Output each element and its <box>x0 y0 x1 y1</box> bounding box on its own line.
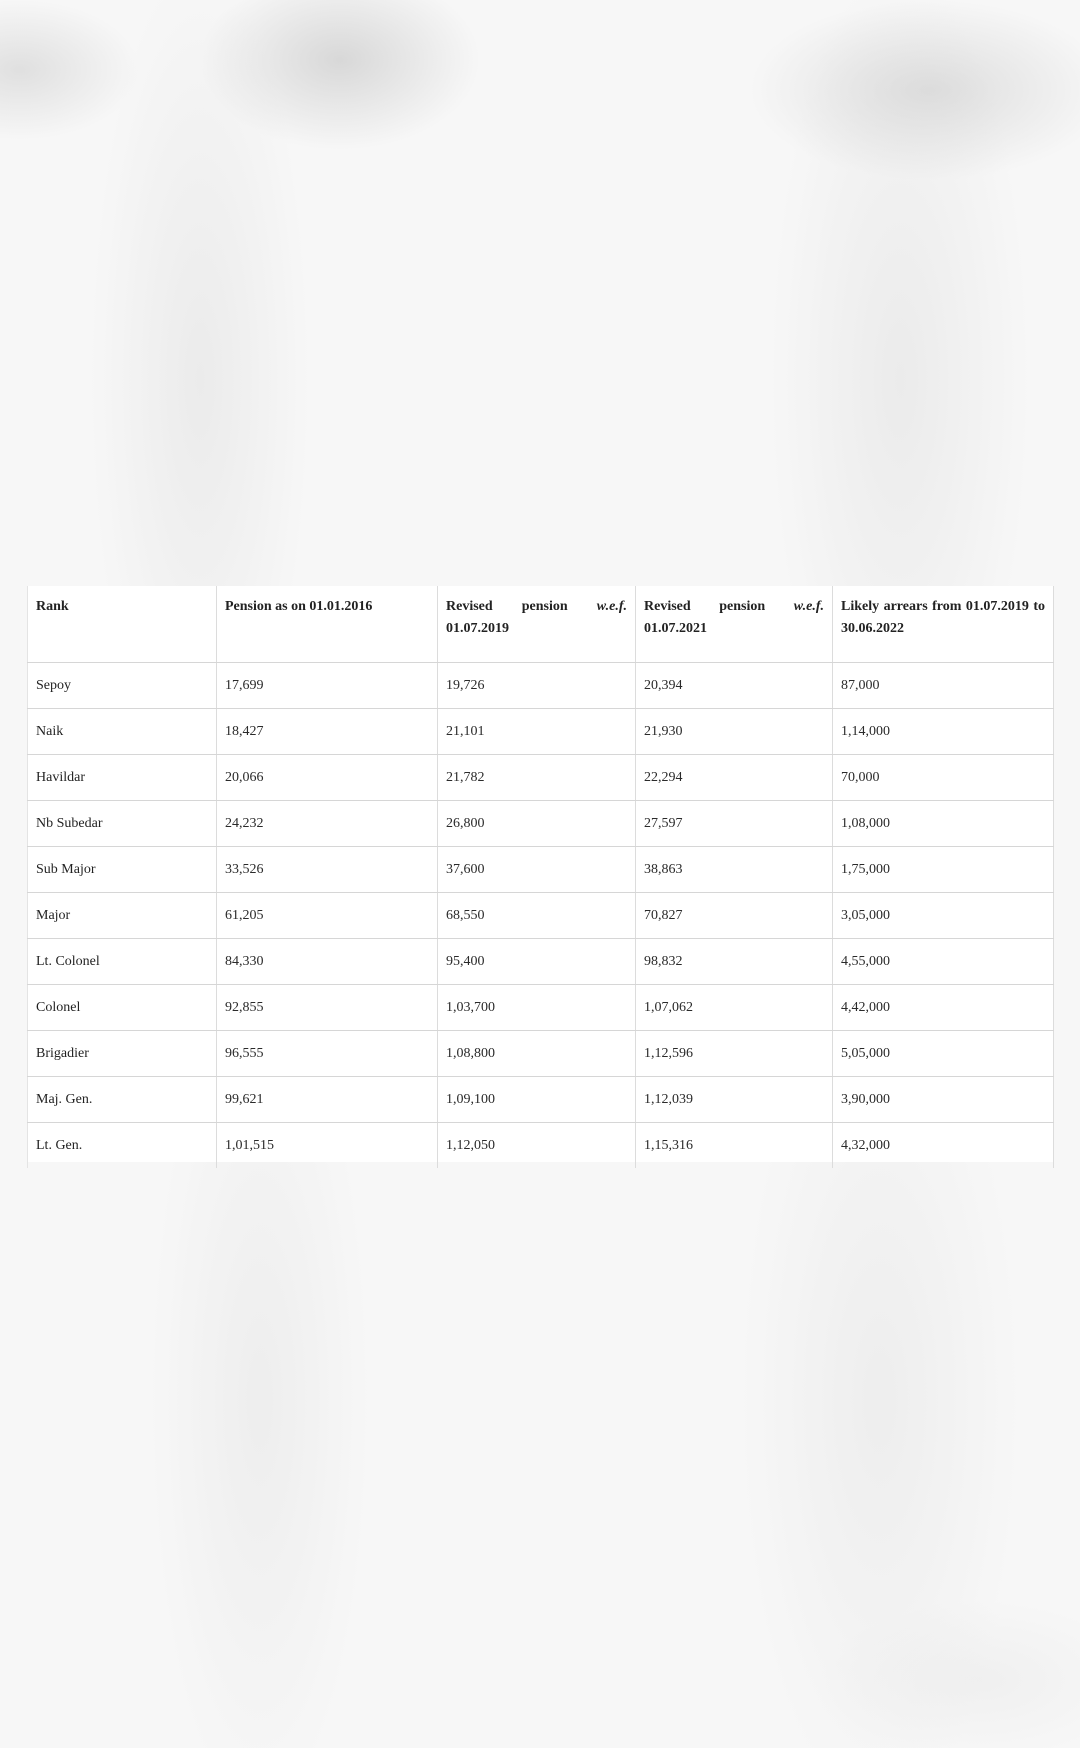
cell-rank: Colonel <box>28 985 217 1031</box>
header-revised-2021-word1: Revised <box>644 599 691 614</box>
cell-arrears: 4,55,000 <box>833 939 1054 985</box>
cell-pension-2016: 84,330 <box>217 939 438 985</box>
header-revised-2019-word1: Revised <box>446 599 493 614</box>
cell-arrears: 87,000 <box>833 663 1054 709</box>
table-row <box>28 755 1054 801</box>
table-row <box>28 847 1054 893</box>
cell-rank: Naik <box>28 709 217 755</box>
cell-rank: Nb Subedar <box>28 801 217 847</box>
cell-revised-2021: 1,15,316 <box>636 1123 833 1169</box>
cell-revised-2021: 22,294 <box>636 755 833 801</box>
cell-revised-2021: 20,394 <box>636 663 833 709</box>
header-revised-2019 <box>438 586 636 663</box>
table-row <box>28 1031 1054 1077</box>
header-revised-2021 <box>636 586 833 663</box>
cell-revised-2021: 70,827 <box>636 893 833 939</box>
table-body <box>28 663 1054 1169</box>
cell-rank: Major <box>28 893 217 939</box>
cell-revised-2019: 21,101 <box>438 709 636 755</box>
header-revised-2021-date: 01.07.2021 <box>644 621 707 636</box>
cell-pension-2016: 18,427 <box>217 709 438 755</box>
cell-rank: Havildar <box>28 755 217 801</box>
cell-rank: Sepoy <box>28 663 217 709</box>
cell-revised-2019: 37,600 <box>438 847 636 893</box>
cell-revised-2019: 19,726 <box>438 663 636 709</box>
cell-arrears: 3,90,000 <box>833 1077 1054 1123</box>
header-revised-2019-word2: pension <box>521 599 568 614</box>
table-row <box>28 939 1054 985</box>
cell-arrears: 1,14,000 <box>833 709 1054 755</box>
cell-rank: Lt. Colonel <box>28 939 217 985</box>
cell-revised-2019: 26,800 <box>438 801 636 847</box>
cell-arrears: 70,000 <box>833 755 1054 801</box>
cell-rank: Brigadier <box>28 1031 217 1077</box>
cell-rank: Lt. Gen. <box>28 1123 217 1169</box>
cell-revised-2021: 27,597 <box>636 801 833 847</box>
cell-revised-2019: 1,08,800 <box>438 1031 636 1077</box>
cell-pension-2016: 24,232 <box>217 801 438 847</box>
cell-revised-2021: 1,12,596 <box>636 1031 833 1077</box>
cell-revised-2021: 98,832 <box>636 939 833 985</box>
header-revised-2021-word2: pension <box>719 599 766 614</box>
cell-pension-2016: 96,555 <box>217 1031 438 1077</box>
cell-pension-2016: 20,066 <box>217 755 438 801</box>
cell-revised-2019: 21,782 <box>438 755 636 801</box>
table-row <box>28 709 1054 755</box>
cell-rank: Maj. Gen. <box>28 1077 217 1123</box>
cell-revised-2019: 1,03,700 <box>438 985 636 1031</box>
cell-pension-2016: 92,855 <box>217 985 438 1031</box>
cell-pension-2016: 99,621 <box>217 1077 438 1123</box>
table-header-row <box>28 586 1054 663</box>
cell-arrears: 3,05,000 <box>833 893 1054 939</box>
cell-revised-2021: 1,07,062 <box>636 985 833 1031</box>
header-revised-2019-date: 01.07.2019 <box>446 621 509 636</box>
cell-revised-2021: 1,12,039 <box>636 1077 833 1123</box>
header-pension-2016: Pension as on 01.01.2016 <box>217 586 438 663</box>
header-revised-2019-wef: w.e.f. <box>596 599 627 614</box>
table-row <box>28 663 1054 709</box>
table-row <box>28 801 1054 847</box>
header-rank: Rank <box>28 586 217 663</box>
cell-revised-2019: 68,550 <box>438 893 636 939</box>
cell-rank: Sub Major <box>28 847 217 893</box>
cell-pension-2016: 1,01,515 <box>217 1123 438 1169</box>
cell-arrears: 1,08,000 <box>833 801 1054 847</box>
cell-revised-2021: 21,930 <box>636 709 833 755</box>
cell-arrears: 5,05,000 <box>833 1031 1054 1077</box>
cell-pension-2016: 17,699 <box>217 663 438 709</box>
cell-revised-2019: 1,12,050 <box>438 1123 636 1169</box>
header-revised-2021-wef: w.e.f. <box>793 599 824 614</box>
cell-revised-2021: 38,863 <box>636 847 833 893</box>
cell-pension-2016: 33,526 <box>217 847 438 893</box>
cell-revised-2019: 1,09,100 <box>438 1077 636 1123</box>
cell-pension-2016: 61,205 <box>217 893 438 939</box>
cell-arrears: 4,42,000 <box>833 985 1054 1031</box>
table-row <box>28 1123 1054 1169</box>
table-row <box>28 893 1054 939</box>
cell-arrears: 1,75,000 <box>833 847 1054 893</box>
cell-revised-2019: 95,400 <box>438 939 636 985</box>
pension-table <box>27 586 1054 1168</box>
cell-arrears: 4,32,000 <box>833 1123 1054 1169</box>
header-arrears: Likely arrears from 01.07.2019 to 30.06.2022 <box>833 586 1054 663</box>
table-row <box>28 1077 1054 1123</box>
pension-table-card <box>27 586 1053 1162</box>
table-row <box>28 985 1054 1031</box>
